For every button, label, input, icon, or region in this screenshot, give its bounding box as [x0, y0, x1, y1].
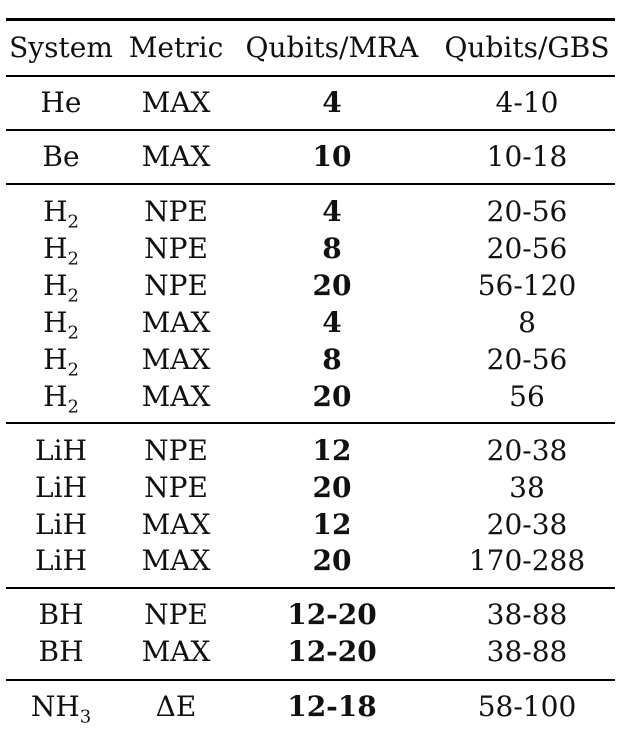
cell-system-subscript: 3 [79, 706, 92, 728]
table-row [0, 506, 621, 543]
cell-system-name: H [43, 232, 68, 265]
cell-qubits-gbs: 56-120 [477, 269, 577, 302]
table-row [0, 596, 621, 633]
cell-system-name: LiH [35, 544, 87, 577]
table-row [0, 432, 621, 469]
cell-system [2, 230, 120, 270]
cell-system-name: H [43, 269, 68, 302]
header-rule [6, 75, 615, 77]
cell-system-subscript: 2 [67, 211, 79, 233]
cell-system-subscript: 2 [67, 322, 79, 344]
cell-qubits-gbs: 38-88 [486, 598, 568, 631]
cell-metric: NPE [144, 471, 208, 504]
cell-qubits-gbs: 8 [518, 306, 536, 339]
header-qubits-mra: Qubits/MRA [245, 31, 419, 64]
cell-system [2, 506, 120, 543]
cell-qubits-mra: 12 [312, 434, 352, 467]
cell-system [2, 378, 120, 418]
header-system: System [9, 31, 113, 64]
table-row [0, 230, 621, 270]
cell-system-subscript: 2 [67, 359, 79, 381]
cell-qubits-mra: 12 [312, 508, 352, 541]
cell-system [2, 304, 120, 344]
cell-qubits-gbs: 38-88 [486, 635, 568, 668]
cell-qubits-gbs: 170-288 [468, 544, 586, 577]
cell-qubits-gbs: 20-38 [486, 434, 568, 467]
group-separator-rule [6, 183, 615, 185]
cell-system-name: He [40, 86, 82, 119]
cell-metric: NPE [144, 232, 208, 265]
cell-qubits-mra: 20 [312, 544, 352, 577]
cell-qubits-gbs: 20-56 [486, 195, 568, 228]
table-row [0, 633, 621, 670]
group-separator-rule [6, 422, 615, 424]
cell-qubits-gbs: 38 [509, 471, 545, 504]
group-separator-rule [6, 129, 615, 131]
cell-system-name: H [43, 195, 68, 228]
cell-metric: NPE [144, 434, 208, 467]
cell-system-name: BH [38, 635, 84, 668]
header-row [0, 29, 621, 66]
table-row [0, 688, 621, 728]
cell-qubits-mra: 10 [312, 140, 352, 173]
cell-metric: MAX [141, 635, 211, 668]
cell-system [2, 267, 120, 307]
cell-system [2, 633, 120, 670]
cell-metric: NPE [144, 195, 208, 228]
cell-qubits-gbs: 56 [509, 380, 545, 413]
cell-qubits-gbs: 20-56 [486, 343, 568, 376]
top-rule [6, 18, 615, 21]
cell-qubits-mra: 4 [322, 195, 342, 228]
cell-system [2, 193, 120, 233]
cell-qubits-gbs: 10-18 [486, 140, 568, 173]
table-row [0, 138, 621, 175]
table-row [0, 84, 621, 121]
cell-metric: MAX [141, 544, 211, 577]
cell-system-name: H [43, 343, 68, 376]
cell-metric: MAX [141, 86, 211, 119]
cell-metric: MAX [141, 380, 211, 413]
cell-system-name: LiH [35, 471, 87, 504]
cell-system-subscript: 2 [67, 248, 79, 270]
cell-metric: ΔE [155, 690, 197, 723]
cell-qubits-gbs: 58-100 [477, 690, 577, 723]
cell-qubits-gbs: 20-38 [486, 508, 568, 541]
header-metric: Metric [128, 31, 224, 64]
cell-system [2, 341, 120, 381]
cell-system-name: BH [38, 598, 84, 631]
cell-metric: MAX [141, 306, 211, 339]
cell-metric: NPE [144, 598, 208, 631]
cell-qubits-mra: 20 [312, 471, 352, 504]
cell-system-subscript: 2 [67, 285, 79, 307]
cell-system [2, 596, 120, 633]
cell-system [2, 138, 120, 175]
cell-qubits-mra: 4 [322, 306, 342, 339]
cell-metric: NPE [144, 269, 208, 302]
cell-system [2, 84, 120, 121]
table-row [0, 193, 621, 233]
cell-system-name: LiH [35, 508, 87, 541]
cell-qubits-gbs: 4-10 [495, 86, 559, 119]
cell-system-name: H [43, 380, 68, 413]
cell-qubits-gbs: 20-56 [486, 232, 568, 265]
group-separator-rule [6, 679, 615, 681]
cell-metric: MAX [141, 140, 211, 173]
group-separator-rule [6, 587, 615, 589]
cell-system [2, 542, 120, 579]
table-row [0, 469, 621, 506]
table-row [0, 341, 621, 381]
cell-qubits-mra: 12-20 [287, 598, 377, 631]
cell-system-name: LiH [35, 434, 87, 467]
table-row [0, 267, 621, 307]
cell-qubits-mra: 4 [322, 86, 342, 119]
cell-system-name: Be [42, 140, 80, 173]
table-row [0, 542, 621, 579]
cell-metric: MAX [141, 508, 211, 541]
cell-qubits-mra: 12-20 [287, 635, 377, 668]
cell-system-name: H [43, 306, 68, 339]
cell-qubits-mra: 20 [312, 269, 352, 302]
cell-qubits-mra: 8 [322, 232, 342, 265]
cell-system [2, 432, 120, 469]
table-row [0, 304, 621, 344]
cell-system-name: NH [30, 690, 80, 723]
cell-qubits-mra: 20 [312, 380, 352, 413]
cell-qubits-mra: 12-18 [287, 690, 377, 723]
header-qubits-gbs: Qubits/GBS [444, 31, 610, 64]
table-row [0, 378, 621, 418]
cell-system-subscript: 2 [67, 396, 79, 418]
cell-metric: MAX [141, 343, 211, 376]
cell-system [2, 469, 120, 506]
cell-qubits-mra: 8 [322, 343, 342, 376]
cell-system [2, 688, 120, 728]
